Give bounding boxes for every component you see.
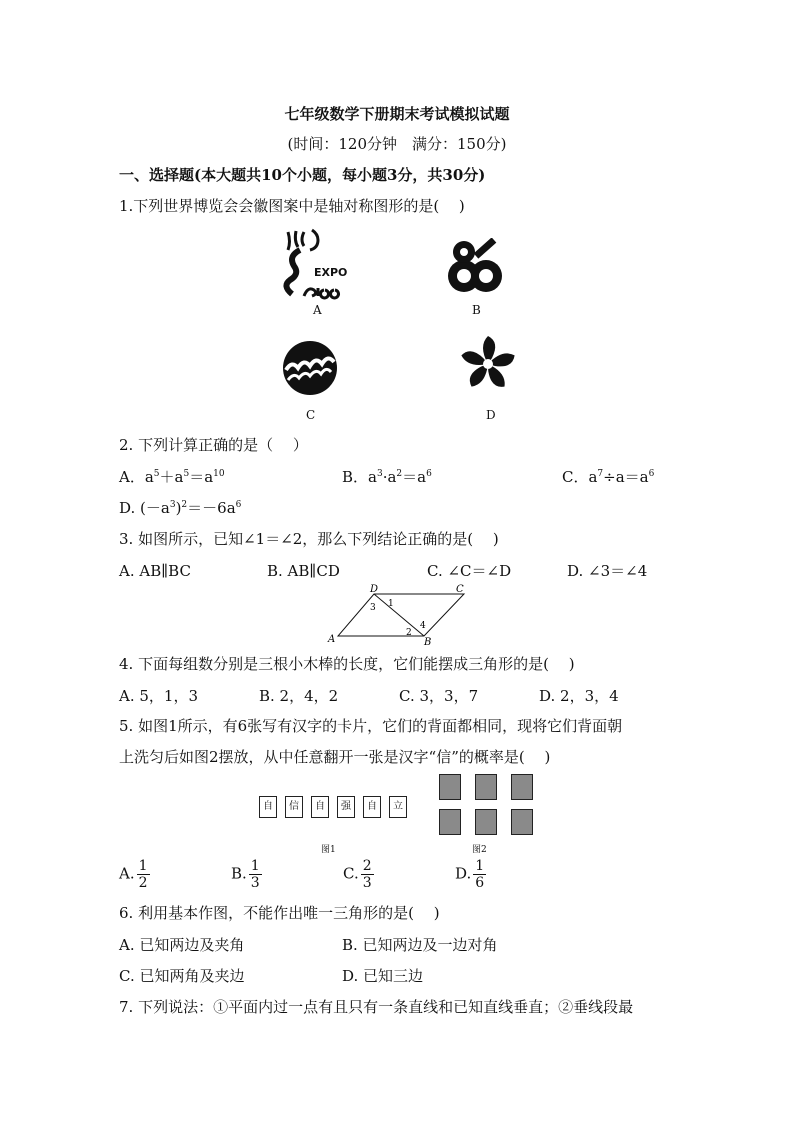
expo-logo-b-image [446, 238, 506, 298]
expo-logo-a-image [282, 228, 352, 300]
card-1: 自 [259, 796, 277, 818]
question-1-stem: 1.下列世界博览会会徽图案中是轴对称图形的是( ) [119, 197, 465, 215]
fig-angle-2: 2 [406, 628, 412, 638]
parallelogram-figure [324, 584, 474, 646]
q6-option-b: B. 已知两边及一边对角 [342, 936, 498, 954]
q6-option-a: A. 已知两边及夹角 [119, 936, 245, 954]
fig-angle-1: 1 [388, 599, 394, 609]
card-4: 强 [337, 796, 355, 818]
q5-option-a: A. $\frac{1}{2}$ [119, 858, 148, 891]
q6-option-c: C. 已知两角及夹边 [119, 967, 245, 985]
q5-option-b: B. $\frac{1}{3}$ [231, 858, 260, 891]
card-back-5 [475, 809, 497, 835]
card-5: 自 [363, 796, 381, 818]
card-back-4 [439, 809, 461, 835]
question-6-stem: 6. 利用基本作图，不能作出唯一三角形的是( ) [119, 904, 440, 922]
expo-logo-d-image [458, 334, 518, 394]
exam-subtitle: (时间：120分钟 满分：150分) [287, 135, 507, 153]
question-5-stem-line2: 上洗匀后如图2摆放，从中任意翻开一张是汉字“信”的概率是( ) [119, 748, 551, 766]
card-back-1 [439, 774, 461, 800]
fig-angle-4: 4 [420, 621, 426, 631]
logo-a-text: EXPO [314, 266, 348, 279]
card-back-2 [475, 774, 497, 800]
q4-option-b: B. 2，4，2 [259, 687, 339, 705]
q5-option-c: C. $\frac{2}{3}$ [343, 858, 372, 891]
q2-option-d: D. $(-a^3)^2=-6a^6$ [119, 499, 242, 517]
fig-label-a: A [328, 634, 336, 645]
q3-option-d: D. ∠3＝∠4 [567, 562, 648, 580]
q3-option-c: C. ∠C＝∠D [427, 562, 512, 580]
q1-label-b: B [472, 303, 481, 317]
figure-1-caption: 图1 [321, 845, 336, 855]
expo-logo-c-image [282, 340, 338, 396]
q1-label-c: C [306, 408, 316, 422]
q5-option-d: D. $\frac{1}{6}$ [455, 858, 485, 891]
question-4-stem: 4. 下面每组数分别是三根小木棒的长度，它们能摆成三角形的是( ) [119, 655, 575, 673]
q3-option-a: A. AB∥BC [119, 562, 191, 580]
q4-option-a: A. 5，1，3 [119, 687, 198, 705]
page-title: 七年级数学下册期末考试模拟试题 [284, 105, 510, 123]
card-3: 自 [311, 796, 329, 818]
q4-option-d: D. 2，3，4 [539, 687, 619, 705]
card-back-3 [511, 774, 533, 800]
fig-label-b: B [424, 637, 432, 646]
card-back-6 [511, 809, 533, 835]
q2-option-c: C．$a^7\div a=a^6$ [562, 468, 655, 486]
question-7-stem: 7. 下列说法：①平面内过一点有且只有一条直线和已知直线垂直；②垂线段最 [119, 998, 634, 1016]
q2-option-b: B．$a^3\cdot a^2=a^6$ [342, 468, 432, 486]
fig-label-d: D [370, 584, 379, 595]
fig-angle-3: 3 [370, 603, 376, 613]
card-6: 立 [389, 796, 407, 818]
q1-label-d: D [486, 408, 496, 422]
figure-2-caption: 图2 [472, 845, 487, 855]
question-5-stem-line1: 5. 如图1所示，有6张写有汉字的卡片，它们的背面都相同，现将它们背面朝 [119, 717, 623, 735]
card-2: 信 [285, 796, 303, 818]
question-3-stem: 3. 如图所示，已知∠1＝∠2，那么下列结论正确的是( ) [119, 530, 499, 548]
section-heading: 一、选择题(本大题共10个小题，每小题3分，共30分) [119, 166, 486, 184]
fig-label-c: C [456, 584, 464, 595]
q2-option-a: A．$a^5+a^5=a^{10}$ [119, 468, 225, 486]
question-2-stem: 2. 下列计算正确的是（ ） [119, 436, 308, 454]
q4-option-c: C. 3，3，7 [399, 687, 479, 705]
q1-label-a: A [313, 303, 322, 317]
q3-option-b: B. AB∥CD [267, 562, 340, 580]
q6-option-d: D. 已知三边 [342, 967, 424, 985]
